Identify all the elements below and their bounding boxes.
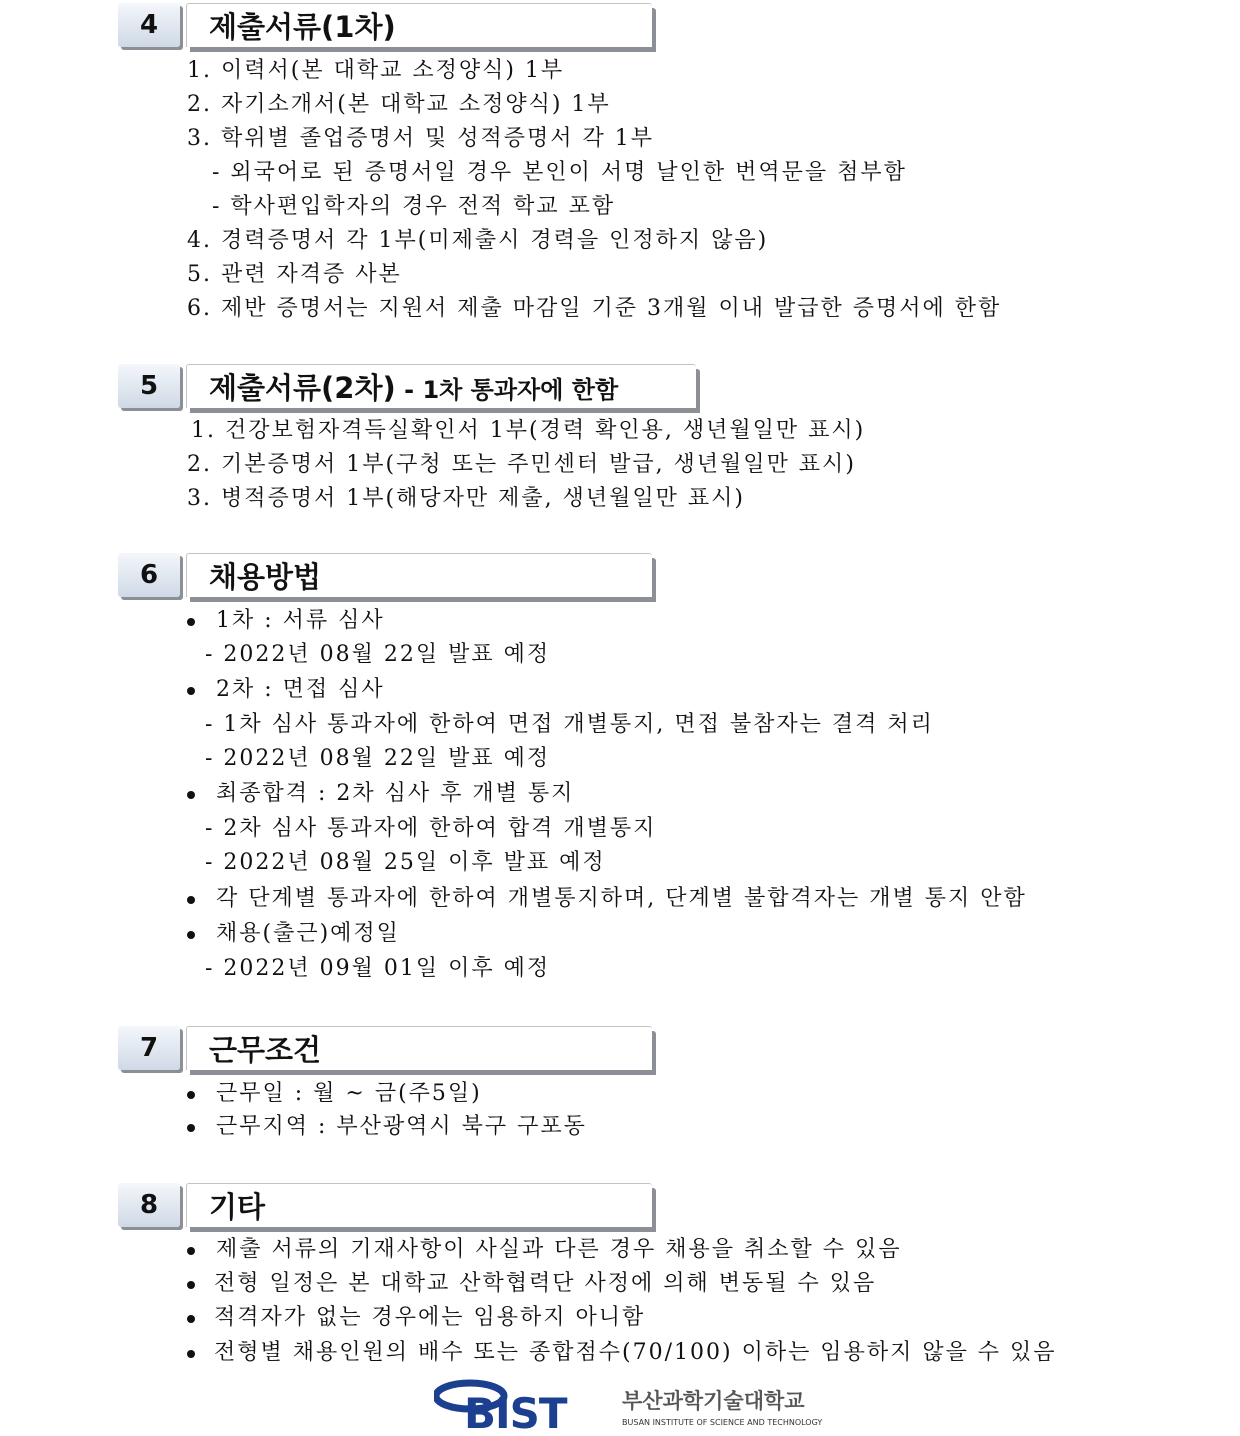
bullet-icon: [187, 791, 195, 799]
school-name-ko: 부산과학기술대학교: [622, 1389, 805, 1413]
section-title: 채용방법: [186, 553, 652, 597]
doc-item-line: 1. 이력서(본 대학교 소정양식) 1부: [187, 58, 565, 83]
section-title: 제출서류(2차): [209, 371, 396, 405]
doc-sub-line: - 2022년 08월 22일 발표 예정: [205, 642, 551, 667]
bullet-icon: [187, 1124, 195, 1132]
doc-item-line: 6. 제반 증명서는 지원서 제출 마감일 기준 3개월 이내 발급한 증명서에 한함: [187, 296, 1002, 321]
doc-sub-line: - 외국어로 된 증명서일 경우 본인이 서명 날인한 번역문을 첨부함: [212, 160, 907, 185]
bullet-icon: [187, 687, 195, 695]
bullet-item-line: 제출 서류의 기재사항이 사실과 다른 경우 채용을 취소할 수 있음: [216, 1237, 902, 1262]
bullet-icon: [187, 1091, 195, 1099]
section-number-badge: 5: [118, 364, 180, 408]
bullet-icon: [187, 896, 195, 904]
bullet-icon: [187, 618, 195, 626]
bullet-item-line: 1차 : 서류 심사: [216, 608, 385, 633]
bullet-item-line: 2차 : 면접 심사: [216, 677, 385, 702]
section-number-badge: 7: [118, 1026, 180, 1070]
section-number-badge: 4: [118, 3, 180, 47]
doc-item-line: 4. 경력증명서 각 1부(미제출시 경력을 인정하지 않음): [187, 228, 769, 253]
bullet-item-line: 채용(출근)예정일: [216, 921, 400, 946]
doc-sub-line: - 학사편입학자의 경우 전적 학교 포함: [212, 194, 616, 219]
bullet-item-line: 근무일 : 월 ~ 금(주5일): [216, 1081, 482, 1106]
doc-sub-line: - 2022년 08월 22일 발표 예정: [205, 746, 551, 771]
doc-item-line: 3. 병적증명서 1부(해당자만 제출, 생년월일만 표시): [187, 486, 745, 511]
doc-item-line: 2. 자기소개서(본 대학교 소정양식) 1부: [187, 92, 611, 117]
bullet-icon: [187, 1350, 195, 1358]
section-title-wrap: [186, 364, 696, 408]
bullet-item-line: 전형별 채용인원의 배수 또는 종합점수(70/100) 이하는 임용하지 않을 수 있음: [214, 1340, 1057, 1365]
bullet-item-line: 적격자가 없는 경우에는 임용하지 아니함: [214, 1305, 646, 1330]
bullet-item-line: 전형 일정은 본 대학교 산학협력단 사정에 의해 변동될 수 있음: [214, 1271, 877, 1296]
doc-item-line: 5. 관련 자격증 사본: [187, 262, 402, 287]
bullet-icon: [187, 931, 195, 939]
bullet-icon: [187, 1281, 195, 1289]
section-title: 근무조건: [186, 1026, 652, 1070]
doc-item-line: 3. 학위별 졸업증명서 및 성적증명서 각 1부: [187, 126, 654, 151]
school-logo: [434, 1372, 834, 1432]
doc-item-line: 2. 기본증명서 1부(구청 또는 주민센터 발급, 생년월일만 표시): [187, 452, 856, 477]
section-title-suffix: - 1차 통과자에 한함: [395, 376, 619, 404]
bullet-icon: [187, 1247, 195, 1255]
doc-sub-line: - 2차 심사 통과자에 한하여 합격 개별통지: [205, 816, 657, 841]
school-name-en: BUSAN INSTITUTE OF SCIENCE AND TECHNOLOGY: [622, 1418, 823, 1427]
bullet-item-line: 각 단계별 통과자에 한하여 개별통지하며, 단계별 불합격자는 개별 통지 안함: [216, 886, 1027, 911]
bullet-item-line: 최종합격 : 2차 심사 후 개별 통지: [216, 781, 575, 806]
logo-wordmark: BIST: [464, 1389, 567, 1432]
section-number-badge: 8: [118, 1183, 180, 1227]
bullet-item-line: 근무지역 : 부산광역시 북구 구포동: [216, 1114, 587, 1139]
doc-sub-line: - 1차 심사 통과자에 한하여 면접 개별통지, 면접 불참자는 결격 처리: [205, 712, 934, 737]
doc-sub-line: - 2022년 09월 01일 이후 예정: [205, 956, 551, 981]
section-number-badge: 6: [118, 553, 180, 597]
doc-item-line: 1. 건강보험자격득실확인서 1부(경력 확인용, 생년월일만 표시): [191, 418, 866, 443]
section-title: 기타: [186, 1183, 652, 1227]
bist-logo-icon: [434, 1372, 834, 1432]
doc-sub-line: - 2022년 08월 25일 이후 발표 예정: [205, 850, 606, 875]
bullet-icon: [187, 1315, 195, 1323]
section-title: 제출서류(1차): [186, 3, 652, 47]
